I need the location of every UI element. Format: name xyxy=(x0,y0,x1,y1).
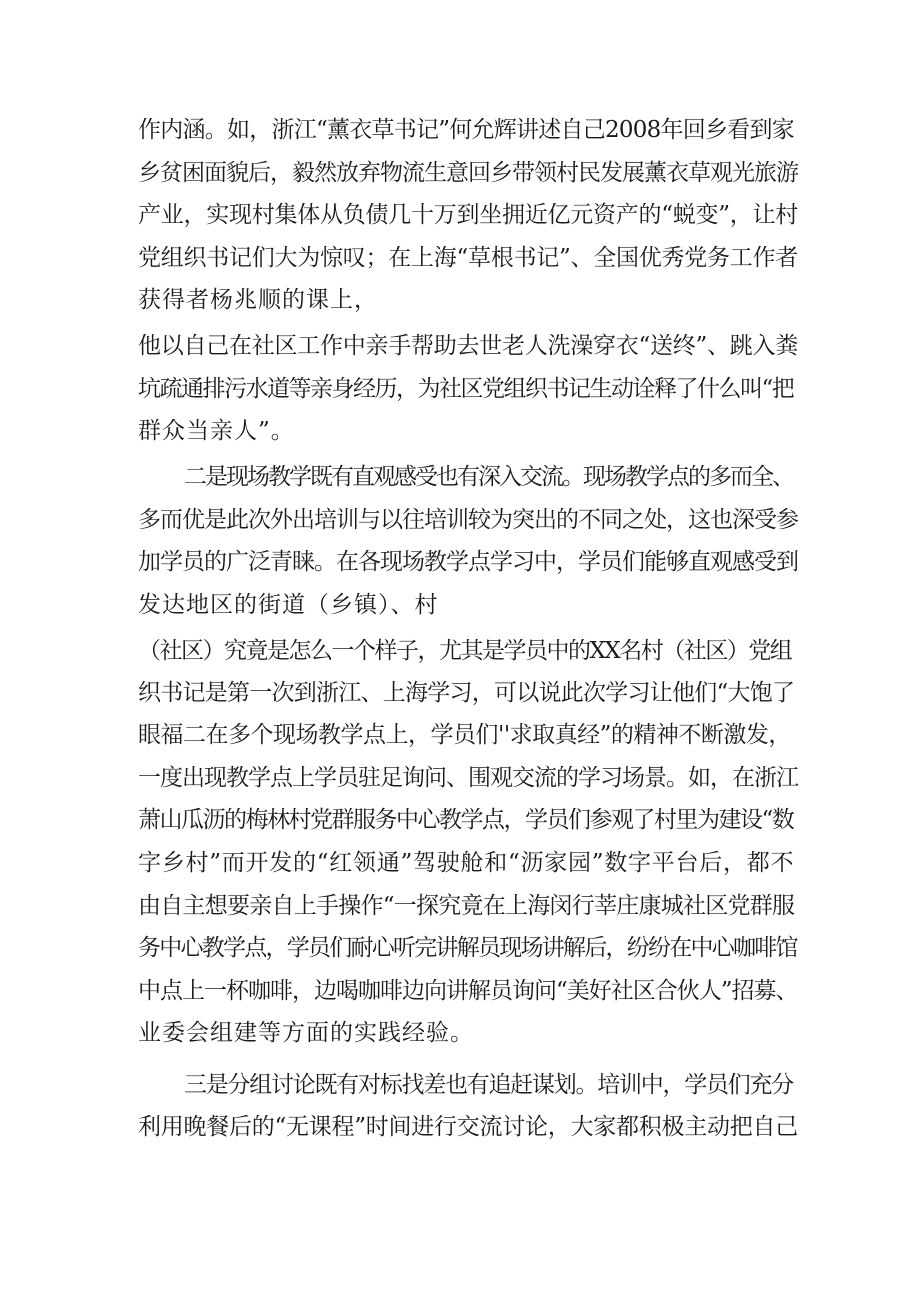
text-line: 群众当亲人”。 xyxy=(138,418,295,444)
text-line: （社区）究竟是怎么一个样子，尤其是学员中的XX名村（社区）党组 xyxy=(138,638,792,664)
text-line: 务中心教学点，学员们耐心听完讲解员现场讲解后，纷纷在中心咖啡馆 xyxy=(138,935,797,961)
text-line: 中点上一杯咖啡，边喝咖啡边向讲解员询问“美好社区合伙人”招募、 xyxy=(138,978,798,1004)
text-line: 业委会组建等方面的实践经验。 xyxy=(138,1020,474,1046)
text-line: 他以自己在社区工作中亲手帮助去世老人洗澡穿衣“送终”、跳入粪 xyxy=(138,333,799,359)
text-line: 党组织书记们大为惊叹；在上海“草根书记”、全国优秀党务工作者 xyxy=(138,245,799,271)
text-line: 萧山瓜沥的梅林村党群服务中心教学点，学员们参观了村里为建设“数 xyxy=(138,807,794,833)
text-line: 获得者杨兆顺的课上， xyxy=(138,287,378,313)
text-line: 加学员的广泛青睐。在各现场教学点学习中，学员们能够直观感受到 xyxy=(138,549,798,575)
text-line: 发达地区的街道（乡镇）、村 xyxy=(138,592,439,618)
text-line: 一度出现教学点上学员驻足询问、围观交流的学习场景。如，在浙江 xyxy=(138,765,798,791)
text-line: 乡贫困面貌后，毅然放弃物流生意回乡带领村民发展薰衣草观光旅游 xyxy=(138,160,798,186)
text-line: 产业，实现村集体从负债几十万到坐拥近亿元资产的“蜕变”，让村 xyxy=(138,202,799,228)
text-line: 织书记是第一次到浙江、上海学习，可以说此次学习让他们“大饱了 xyxy=(138,680,795,706)
text-line: 多而优是此次外出培训与以往培训较为突出的不同之处，这也深受参 xyxy=(138,507,798,533)
text-line: 眼福二在多个现场教学点上，学员们''求取真经”的精神不断激发， xyxy=(138,722,791,748)
text-line: 坑疏通排污水道等亲身经历，为社区党组织书记生动诠释了什么叫“把 xyxy=(138,376,794,402)
text-line: 利用晚餐后的“无课程”时间进行交流讨论，大家都积极主动把自己 xyxy=(138,1114,799,1140)
text-line: 字乡村”而开发的“红领通”驾驶舱和“沥家园”数字平台后，都不 xyxy=(138,850,795,876)
text-line: 由自主想要亲自上手操作“一探究竟在上海闵行莘庄康城社区党群服 xyxy=(138,893,795,919)
text-line: 作内涵。如，浙江“薰衣草书记”何允辉讲述自己2008年回乡看到家 xyxy=(138,117,795,143)
paragraph-start-line: 二是现场教学既有直观感受也有深入交流。现场教学点的多而全、 xyxy=(184,464,793,490)
paragraph-start-line: 三是分组讨论既有对标找差也有追赶谋划。培训中，学员们充分 xyxy=(184,1072,793,1098)
